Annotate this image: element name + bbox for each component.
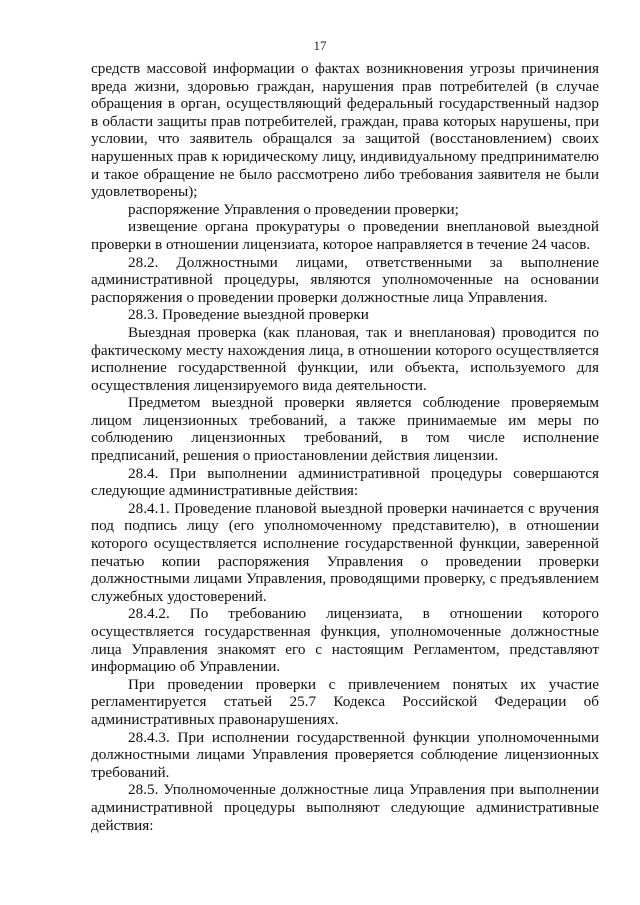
- page-number: 17: [313, 38, 327, 53]
- paragraph-inspection-subject: Предметом выездной проверки является соблюдение проверяемым лицом лицензионных требований, а также принимаемые им меры по соблюдению лицензионных требований, в том числе исполнение предписаний, решения о приостановлении действия лицензии.: [91, 394, 599, 465]
- paragraph-28-4: 28.4. При выполнении административной процедуры совершаются следующие административные действия:: [91, 464, 599, 500]
- paragraph-28-4-1: 28.4.1. Проведение плановой выездной проверки начинается с вручения под подпись лицу (его уполномоченному представителю), в отношении которого осуществляется исполнение государственной функции, заверенной печатью копии распоряжения Управления о проведении проверки должностными лицами Управления, проводящими проверку, с предъявлением служебных удостоверений.: [91, 499, 599, 605]
- paragraph-order: распоряжение Управления о проведении проверки;: [128, 200, 459, 218]
- paragraph-prosecutor-notice: извещение органа прокуратуры о проведении внеплановой выездной проверки в отношении лицензиата, которое направляется в течение 24 часов.: [91, 218, 599, 253]
- paragraph-continuation: средств массовой информации о фактах возникновения угрозы причинения вреда жизни, здоровью граждан, нарушения прав потребителей (в случае обращения в орган, осуществляющий федеральный государственный надзор в области защиты прав потребителей, граждан, права которых нарушены, при условии, что заявитель обращался за защитой (восстановлением) своих нарушенных прав к юридическому лицу, индивидуальному предпринимателю и такое обращение не было рассмотрено либо требования заявителя не были удовлетворены);: [91, 60, 599, 201]
- paragraph-field-inspection: Выездная проверка (как плановая, так и внеплановая) проводится по фактическому месту нахождения лица, в отношении которого осуществляется исполнение государственной функции, или объекта, используемого для осуществления лицензируемого вида деятельности.: [91, 323, 599, 394]
- paragraph-28-2: 28.2. Должностными лицами, ответственными за выполнение административной процедуры, являются уполномоченные на основании распоряжения о проведении проверки должностные лица Управления.: [91, 253, 599, 306]
- document-body: [91, 60, 599, 834]
- paragraph-28-4-3: 28.4.3. При исполнении государственной функции уполномоченными должностными лицами Управления проверяется соблюдение лицензионных требований.: [91, 728, 599, 781]
- section-heading-28-3: 28.3. Проведение выездной проверки: [128, 306, 369, 324]
- paragraph-28-4-2: 28.4.2. По требованию лицензиата, в отношении которого осуществляется государственная функция, уполномоченные должностные лица Управления знакомят его с настоящим Регламентом, представляют информацию об Управлении.: [91, 605, 599, 676]
- paragraph-witnesses: При проведении проверки с привлечением понятых их участие регламентируется статьей 25.7 Кодекса Российской Федерации об административных правонарушениях.: [91, 675, 599, 728]
- paragraph-28-5: 28.5. Уполномоченные должностные лица Управления при выполнении административной процедуры выполняют следующие административные действия:: [91, 781, 599, 834]
